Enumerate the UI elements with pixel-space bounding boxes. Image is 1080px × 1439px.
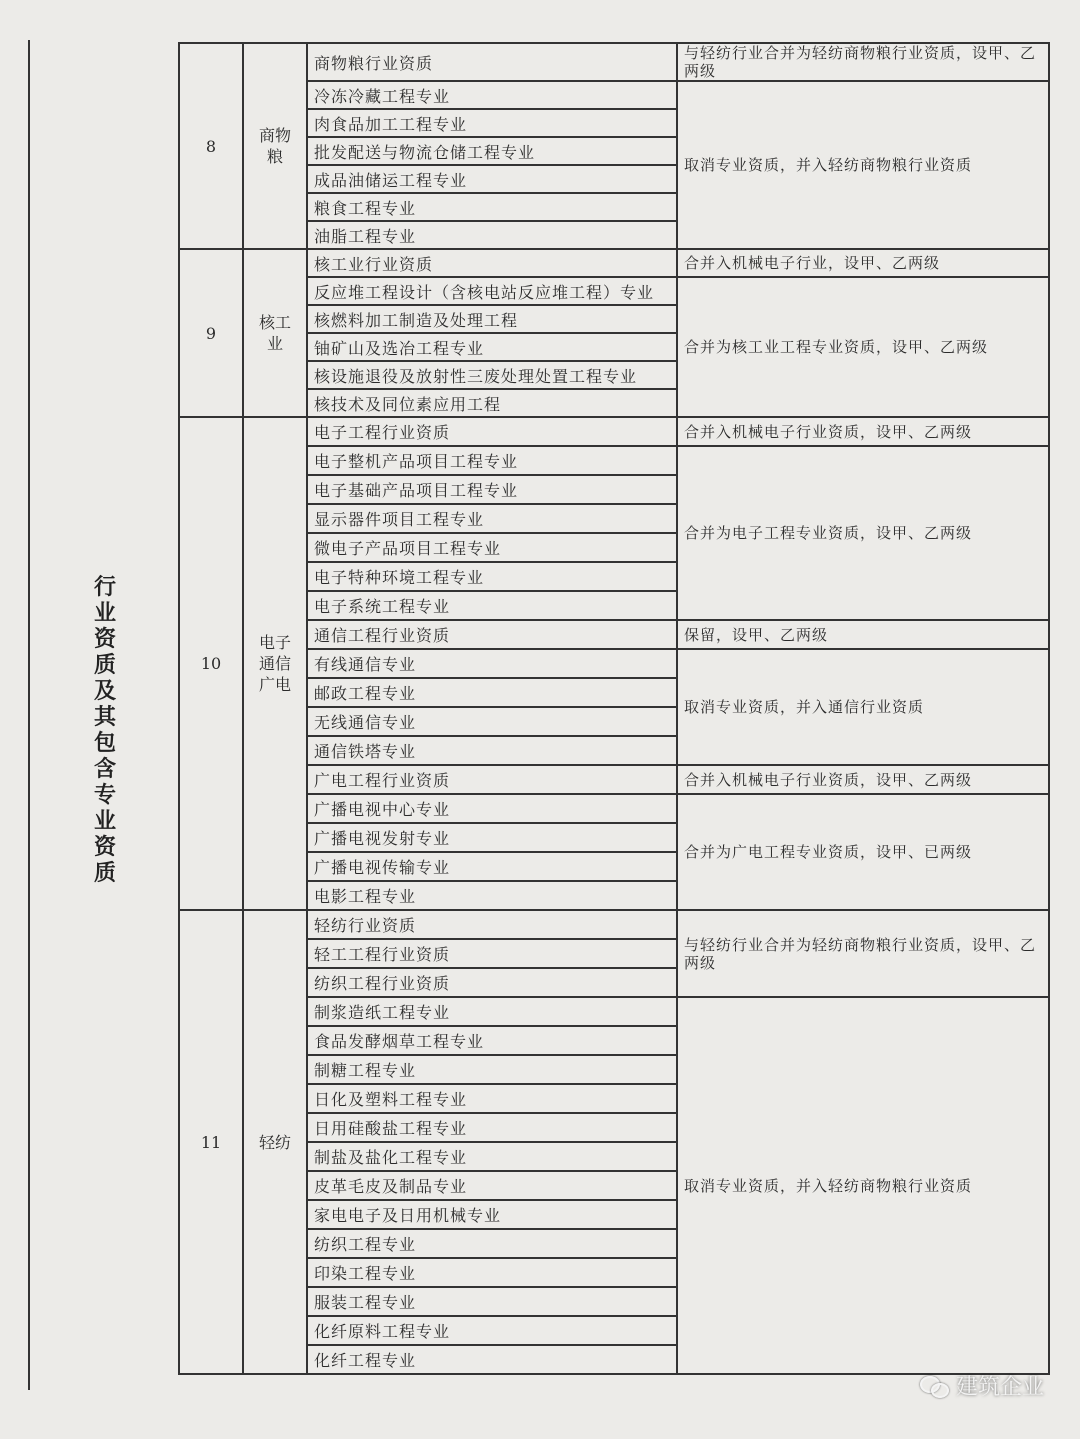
table-row: [179, 446, 1049, 475]
qualification-item: 纺织工程行业资质: [307, 968, 677, 997]
group-category: [243, 43, 307, 249]
qualification-item: 广电工程行业资质: [307, 765, 677, 794]
qualification-item: 无线通信专业: [307, 707, 677, 736]
reform-note: 合并入机械电子行业资质，设甲、乙两级: [677, 765, 1049, 794]
qualification-item: 制糖工程专业: [307, 1055, 677, 1084]
qualification-item: 微电子产品项目工程专业: [307, 533, 677, 562]
qualification-item: 轻工工程行业资质: [307, 939, 677, 968]
qualification-item: 通信工程行业资质: [307, 620, 677, 649]
table-row: [179, 417, 1049, 446]
qualification-item: 食品发酵烟草工程专业: [307, 1026, 677, 1055]
qualification-item: 商物粮行业资质: [307, 43, 677, 81]
qualification-item: 印染工程专业: [307, 1258, 677, 1287]
group-category: [243, 417, 307, 910]
qualification-item: 家电电子及日用机械专业: [307, 1200, 677, 1229]
category-line: 通信: [258, 654, 291, 673]
reform-note: 取消专业资质，并入轻纺商物粮行业资质: [677, 997, 1049, 1374]
table-row: [179, 277, 1049, 305]
category-line: 电子: [258, 633, 291, 652]
qualification-item: 皮革毛皮及制品专业: [307, 1171, 677, 1200]
qualification-item: 电影工程专业: [307, 881, 677, 910]
reform-note: 合并为核工业工程专业资质，设甲、乙两级: [677, 277, 1049, 417]
qualification-item: 核技术及同位素应用工程: [307, 389, 677, 417]
table-row: [179, 997, 1049, 1026]
category-line: 业: [266, 334, 283, 353]
qualification-item: 服装工程专业: [307, 1287, 677, 1316]
table-row: [179, 81, 1049, 109]
group-number: 9: [179, 249, 243, 417]
table-row: [179, 249, 1049, 277]
qualification-item: 电子系统工程专业: [307, 591, 677, 620]
watermark: [920, 1370, 1044, 1401]
qualification-item: 肉食品加工工程专业: [307, 109, 677, 137]
qualification-item: 广播电视传输专业: [307, 852, 677, 881]
qualification-item: 有线通信专业: [307, 649, 677, 678]
reform-note: 合并入机械电子行业，设甲、乙两级: [677, 249, 1049, 277]
qualification-item: 日化及塑料工程专业: [307, 1084, 677, 1113]
group-number: 10: [179, 417, 243, 910]
reform-note: 取消专业资质，并入通信行业资质: [677, 649, 1049, 765]
group-number: 8: [179, 43, 243, 249]
qualification-item: 纺织工程专业: [307, 1229, 677, 1258]
qualification-item: 日用硅酸盐工程专业: [307, 1113, 677, 1142]
qualification-item: 油脂工程专业: [307, 221, 677, 249]
left-margin-rule: [28, 40, 30, 1390]
table-row: [179, 43, 1049, 81]
watermark-text: 建筑企业: [955, 1375, 1044, 1400]
category-line: 商物: [258, 126, 291, 145]
qualification-item: 邮政工程专业: [307, 678, 677, 707]
category-line: 粮: [266, 147, 283, 166]
table-row: [179, 620, 1049, 649]
reform-note: 合并入机械电子行业资质，设甲、乙两级: [677, 417, 1049, 446]
reform-note: 与轻纺行业合并为轻纺商物粮行业资质，设甲、乙两级: [677, 910, 1049, 997]
qualification-item: 核燃料加工制造及处理工程: [307, 305, 677, 333]
category-line: 核工: [258, 313, 291, 332]
qualification-item: 电子基础产品项目工程专业: [307, 475, 677, 504]
qualification-item: 粮食工程专业: [307, 193, 677, 221]
qualification-item: 冷冻冷藏工程专业: [307, 81, 677, 109]
qualification-item: 核设施退役及放射性三废处理处置工程专业: [307, 361, 677, 389]
table-row: [179, 794, 1049, 823]
qualification-item: 显示器件项目工程专业: [307, 504, 677, 533]
wechat-icon: [920, 1374, 950, 1398]
group-category: [243, 910, 307, 1374]
reform-note: 合并为广电工程专业资质，设甲、已两级: [677, 794, 1049, 910]
qualification-table: [178, 42, 1050, 1375]
group-number: 11: [179, 910, 243, 1374]
reform-note: 取消专业资质，并入轻纺商物粮行业资质: [677, 81, 1049, 249]
table-row: [179, 765, 1049, 794]
qualification-item: 电子整机产品项目工程专业: [307, 446, 677, 475]
qualification-item: 铀矿山及选冶工程专业: [307, 333, 677, 361]
qualification-item: 化纤原料工程专业: [307, 1316, 677, 1345]
qualification-item: 通信铁塔专业: [307, 736, 677, 765]
category-line: 轻纺: [258, 1132, 291, 1152]
table-row: [179, 649, 1049, 678]
qualification-item: 电子工程行业资质: [307, 417, 677, 446]
table-row: [179, 910, 1049, 939]
qualification-item: 轻纺行业资质: [307, 910, 677, 939]
qualification-item: 成品油储运工程专业: [307, 165, 677, 193]
qualification-item: 批发配送与物流仓储工程专业: [307, 137, 677, 165]
reform-note: 与轻纺行业合并为轻纺商物粮行业资质，设甲、乙两级: [677, 43, 1049, 81]
qualification-item: 广播电视中心专业: [307, 794, 677, 823]
qualification-item: 广播电视发射专业: [307, 823, 677, 852]
reform-note: 合并为电子工程专业资质，设甲、乙两级: [677, 446, 1049, 620]
qualification-item: 核工业行业资质: [307, 249, 677, 277]
group-category: [243, 249, 307, 417]
reform-note: 保留，设甲、乙两级: [677, 620, 1049, 649]
qualification-item: 反应堆工程设计（含核电站反应堆工程）专业: [307, 277, 677, 305]
qualification-item: 制浆造纸工程专业: [307, 997, 677, 1026]
qualification-item: 电子特种环境工程专业: [307, 562, 677, 591]
qualification-item: 化纤工程专业: [307, 1345, 677, 1374]
category-line: 广电: [258, 675, 291, 694]
side-title: 行 业 资 质 及 其 包 含 专 业 资 质: [93, 575, 116, 886]
qualification-item: 制盐及盐化工程专业: [307, 1142, 677, 1171]
